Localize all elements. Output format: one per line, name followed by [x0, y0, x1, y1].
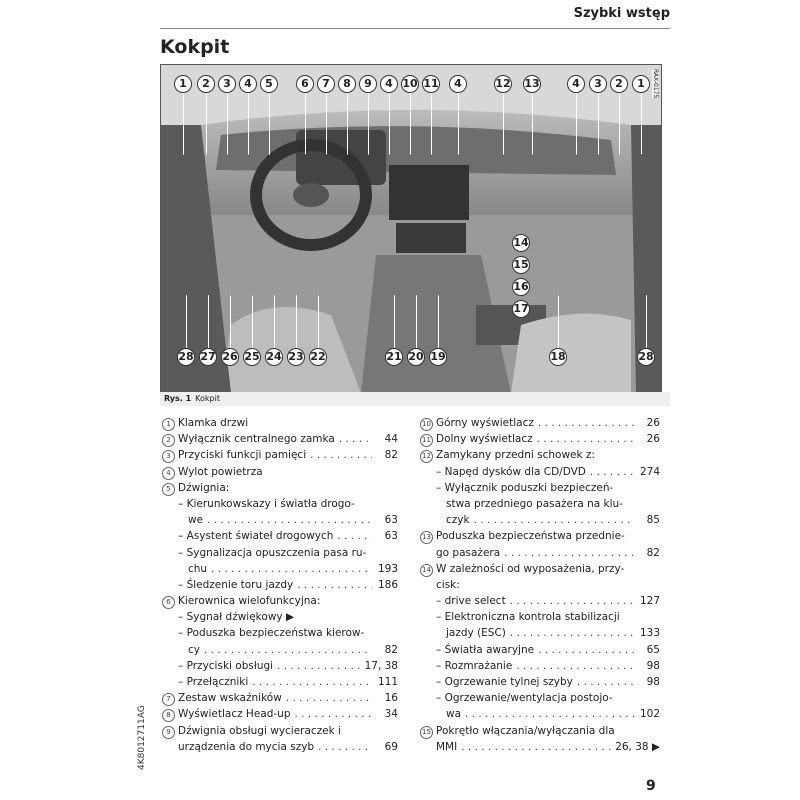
legend-item [162, 692, 398, 708]
item-text: – Sygnał dźwiękowy ▶ [178, 611, 295, 624]
legend-item [162, 563, 398, 579]
callout-leader [368, 84, 369, 155]
dot-leader [537, 433, 634, 445]
legend-item [162, 741, 398, 757]
dot-leader [516, 660, 634, 672]
callout-leader [326, 84, 327, 155]
legend-item [420, 417, 660, 433]
item-text: – Elektroniczna kontrola stabilizacji [436, 611, 620, 624]
legend-item [162, 433, 398, 449]
item-text: go pasażera [436, 546, 501, 559]
item-text: Poduszka bezpieczeństwa przednie- [436, 530, 625, 543]
dot-leader [252, 676, 372, 688]
legend-item [162, 644, 398, 660]
item-text: MMI [436, 740, 458, 753]
dot-leader [339, 433, 372, 445]
page-reference[interactable]: 111 [377, 676, 398, 688]
legend-item [420, 547, 660, 563]
callout-leader [206, 84, 207, 155]
callout-4: 4 [449, 75, 467, 93]
callout-23: 23 [287, 348, 305, 366]
item-number [420, 563, 436, 577]
item-text: – Rozmrażanie [436, 659, 513, 672]
caption-text: Kokpit [195, 394, 220, 403]
legend-item [420, 725, 660, 741]
item-text: Zamykany przedni schowek z: [436, 449, 595, 462]
dot-leader [318, 741, 372, 753]
dot-leader [474, 514, 634, 526]
item-text: – Światła awaryjne [436, 643, 535, 656]
dot-leader [310, 449, 372, 461]
legend-item [162, 611, 398, 627]
callout-leader [248, 84, 249, 155]
item-number-badge: 3 [162, 450, 175, 463]
legend-item [420, 741, 660, 757]
callout-leader [458, 84, 459, 155]
item-text: – drive select [436, 595, 506, 608]
callout-8: 8 [338, 75, 356, 93]
legend-item [420, 676, 660, 692]
legend-item [420, 644, 660, 660]
item-text: chu [188, 562, 208, 575]
callout-21: 21 [385, 348, 403, 366]
legend-left-column [162, 417, 398, 757]
item-text: Dźwignia obsługi wycieraczek i [178, 724, 342, 737]
item-number [162, 692, 178, 706]
page-reference[interactable]: 69 [384, 740, 398, 753]
item-number [420, 417, 436, 431]
callout-26: 26 [221, 348, 239, 366]
item-number [420, 433, 436, 447]
dot-leader [504, 547, 634, 559]
dot-leader [207, 514, 372, 526]
callout-20: 20 [407, 348, 425, 366]
item-number-badge: 13 [420, 531, 433, 544]
page-reference[interactable]: 44 [384, 433, 398, 446]
dot-leader [286, 692, 372, 704]
callout-4: 4 [380, 75, 398, 93]
legend-item [162, 725, 398, 741]
callout-24: 24 [265, 348, 283, 366]
legend-item [162, 708, 398, 724]
callout-27: 27 [199, 348, 217, 366]
legend-right-column [420, 417, 660, 757]
item-number [162, 482, 178, 496]
dot-leader [295, 708, 372, 720]
callout-15: 15 [512, 256, 530, 274]
callout-10: 10 [401, 75, 419, 93]
callout-19: 19 [429, 348, 447, 366]
callout-2: 2 [610, 75, 628, 93]
page-reference[interactable]: 26, 38 ▶ [615, 740, 660, 753]
dot-leader [510, 595, 634, 607]
page-reference[interactable]: 17, 38 [364, 659, 398, 672]
item-number-badge: 5 [162, 483, 175, 496]
page-reference[interactable]: 63 [384, 530, 398, 543]
item-text: – Przyciski obsługi [178, 659, 274, 672]
callout-4: 4 [567, 75, 585, 93]
callout-12: 12 [494, 75, 512, 93]
legend-item [162, 627, 398, 643]
item-number-badge: 6 [162, 596, 175, 609]
dot-leader [461, 741, 611, 753]
legend-item [420, 498, 660, 514]
dot-leader [465, 708, 634, 720]
callout-leader [347, 84, 348, 155]
callout-6: 6 [296, 75, 314, 93]
callout-25: 25 [243, 348, 261, 366]
figure-caption [164, 394, 220, 403]
item-text: – Kierunkowskazy i światła drogo- [178, 497, 355, 510]
item-number [162, 708, 178, 722]
document-code: 4K8012711AG [137, 705, 147, 770]
page-reference[interactable]: 82 [384, 643, 398, 656]
callout-3: 3 [218, 75, 236, 93]
item-number [162, 725, 178, 739]
legend-item [420, 595, 660, 611]
header-rule [160, 28, 670, 29]
item-text: stwa przedniego pasażera na klu- [446, 497, 623, 510]
item-text: Wyświetlacz Head-up [178, 708, 291, 721]
legend-item [162, 514, 398, 530]
dot-leader [538, 644, 634, 656]
item-text: – Sygnalizacja opuszczenia pasa ru- [178, 546, 367, 559]
item-number-badge: 15 [420, 726, 433, 739]
callout-leader [305, 84, 306, 155]
dot-leader [211, 563, 372, 575]
callout-leader [532, 84, 533, 155]
item-number [162, 466, 178, 480]
callout-13: 13 [523, 75, 541, 93]
dot-leader [277, 660, 361, 672]
caption-bar [160, 392, 670, 406]
callout-leader [431, 84, 432, 155]
callout-leader [183, 84, 184, 155]
legend-item [162, 530, 398, 546]
item-number-badge: 12 [420, 450, 433, 463]
page-reference[interactable]: 34 [384, 708, 398, 721]
item-number-badge: 1 [162, 418, 175, 431]
page-reference[interactable]: 127 [639, 595, 660, 608]
item-text: we [188, 514, 204, 527]
page-reference[interactable]: 82 [384, 449, 398, 462]
item-number [162, 449, 178, 463]
page-reference[interactable]: 85 [646, 514, 660, 527]
section-header: Szybki wstęp [573, 6, 670, 21]
page-reference[interactable]: 274 [639, 465, 660, 478]
legend-item [420, 692, 660, 708]
item-number [162, 417, 178, 431]
callout-2: 2 [197, 75, 215, 93]
page-reference[interactable]: 16 [384, 692, 398, 705]
callout-leader [576, 84, 577, 155]
callout-1: 1 [174, 75, 192, 93]
legend-item [162, 595, 398, 611]
item-text: Pokrętło włączania/wyłączania dla [436, 724, 615, 737]
item-text: – Asystent świateł drogowych [178, 530, 334, 543]
page-reference[interactable]: 193 [377, 562, 398, 575]
figure-code: RAX-0175 [652, 69, 659, 99]
legend-item [162, 466, 398, 482]
item-number-badge: 2 [162, 434, 175, 447]
callout-17: 17 [512, 300, 530, 318]
callout-leader [227, 84, 228, 155]
item-text: Górny wyświetlacz [436, 417, 534, 429]
page-reference[interactable]: 82 [646, 546, 660, 559]
callout-28: 28 [637, 348, 655, 366]
item-text: – Napęd dysków dla CD/DVD [436, 465, 586, 478]
callout-9: 9 [359, 75, 377, 93]
item-number-badge: 7 [162, 693, 175, 706]
dot-leader [510, 627, 634, 639]
item-number-badge: 9 [162, 726, 175, 739]
callout-leader [619, 84, 620, 155]
page-number: 9 [646, 778, 656, 794]
dot-leader [337, 530, 372, 542]
item-number [420, 530, 436, 544]
dot-leader [577, 676, 634, 688]
legend-item [420, 579, 660, 595]
cockpit-figure [160, 64, 662, 394]
page-reference[interactable]: 98 [646, 676, 660, 688]
legend-item [162, 449, 398, 465]
callout-leader [410, 84, 411, 155]
item-number-badge: 4 [162, 467, 175, 480]
legend-item [420, 563, 660, 579]
item-number [162, 595, 178, 609]
caption-label: Rys. 1 [164, 394, 192, 403]
legend-item [420, 708, 660, 724]
callout-leader [269, 84, 270, 155]
item-text: – Przełączniki [178, 676, 249, 688]
legend-item [420, 449, 660, 465]
item-number-badge: 14 [420, 564, 433, 577]
legend-item [420, 466, 660, 482]
item-text: cy [188, 643, 200, 656]
legend-item [162, 547, 398, 563]
callout-4: 4 [239, 75, 257, 93]
legend-item [420, 660, 660, 676]
item-text: cisk: [436, 578, 460, 591]
legend-item [162, 660, 398, 676]
dot-leader [590, 466, 634, 478]
legend-item [420, 627, 660, 643]
legend-item [420, 482, 660, 498]
callout-leader [598, 84, 599, 155]
page-reference[interactable]: 98 [646, 659, 660, 672]
legend-item [162, 498, 398, 514]
item-number [162, 433, 178, 447]
item-number [420, 449, 436, 463]
item-number-badge: 10 [420, 418, 433, 431]
callout-leader [503, 84, 504, 155]
item-text: – Ogrzewanie/wentylacja postojo- [436, 692, 613, 705]
page-reference[interactable]: 186 [377, 578, 398, 591]
page-reference[interactable]: 65 [646, 643, 660, 656]
item-text: Wylot powietrza [178, 465, 263, 478]
page-title: Kokpit [160, 36, 230, 58]
legend-item [420, 514, 660, 530]
legend-item [162, 579, 398, 595]
item-text: wa [446, 708, 462, 721]
callout-1: 1 [632, 75, 650, 93]
callout-11: 11 [422, 75, 440, 93]
callout-28: 28 [177, 348, 195, 366]
callout-14: 14 [512, 234, 530, 252]
legend-item [162, 417, 398, 433]
item-text: W zależności od wyposażenia, przy- [436, 562, 625, 575]
item-number-badge: 8 [162, 709, 175, 722]
item-text: Przyciski funkcji pamięci [178, 449, 307, 462]
item-text: Wyłącznik centralnego zamka [178, 433, 335, 446]
callout-16: 16 [512, 278, 530, 296]
item-text: – Ogrzewanie tylnej szyby [436, 676, 573, 688]
legend-item [420, 611, 660, 627]
cockpit-illustration [161, 65, 661, 393]
dot-leader [297, 579, 372, 591]
callout-18: 18 [549, 348, 567, 366]
item-text: Dolny wyświetlacz [436, 433, 533, 446]
legend-item [420, 530, 660, 546]
page-reference[interactable]: 133 [639, 627, 660, 640]
legend-item [162, 482, 398, 498]
legend-item [420, 433, 660, 449]
page-reference[interactable]: 102 [639, 708, 660, 721]
item-text: Kierownica wielofunkcyjna: [178, 595, 321, 608]
page-reference[interactable]: 63 [384, 514, 398, 527]
item-text: – Śledzenie toru jazdy [178, 578, 294, 591]
callout-3: 3 [589, 75, 607, 93]
item-text: Klamka drzwi [178, 417, 249, 429]
page-reference[interactable]: 26 [646, 417, 660, 429]
callout-7: 7 [317, 75, 335, 93]
item-number [420, 725, 436, 739]
dot-leader [538, 417, 634, 429]
item-text: Zestaw wskaźników [178, 692, 282, 705]
dot-leader [204, 644, 372, 656]
callout-22: 22 [309, 348, 327, 366]
item-number-badge: 11 [420, 434, 433, 447]
item-text: – Poduszka bezpieczeństwa kierow- [178, 627, 365, 640]
page-reference[interactable]: 26 [646, 433, 660, 446]
item-text: jazdy (ESC) [446, 627, 506, 640]
item-text: czyk [446, 514, 470, 527]
callout-leader [641, 84, 642, 155]
item-text: – Wyłącznik poduszki bezpieczeń- [436, 481, 614, 494]
callout-leader [389, 84, 390, 155]
callout-5: 5 [260, 75, 278, 93]
legend-item [162, 676, 398, 692]
item-text: urządzenia do mycia szyb [178, 740, 315, 753]
item-text: Dźwignia: [178, 481, 230, 494]
